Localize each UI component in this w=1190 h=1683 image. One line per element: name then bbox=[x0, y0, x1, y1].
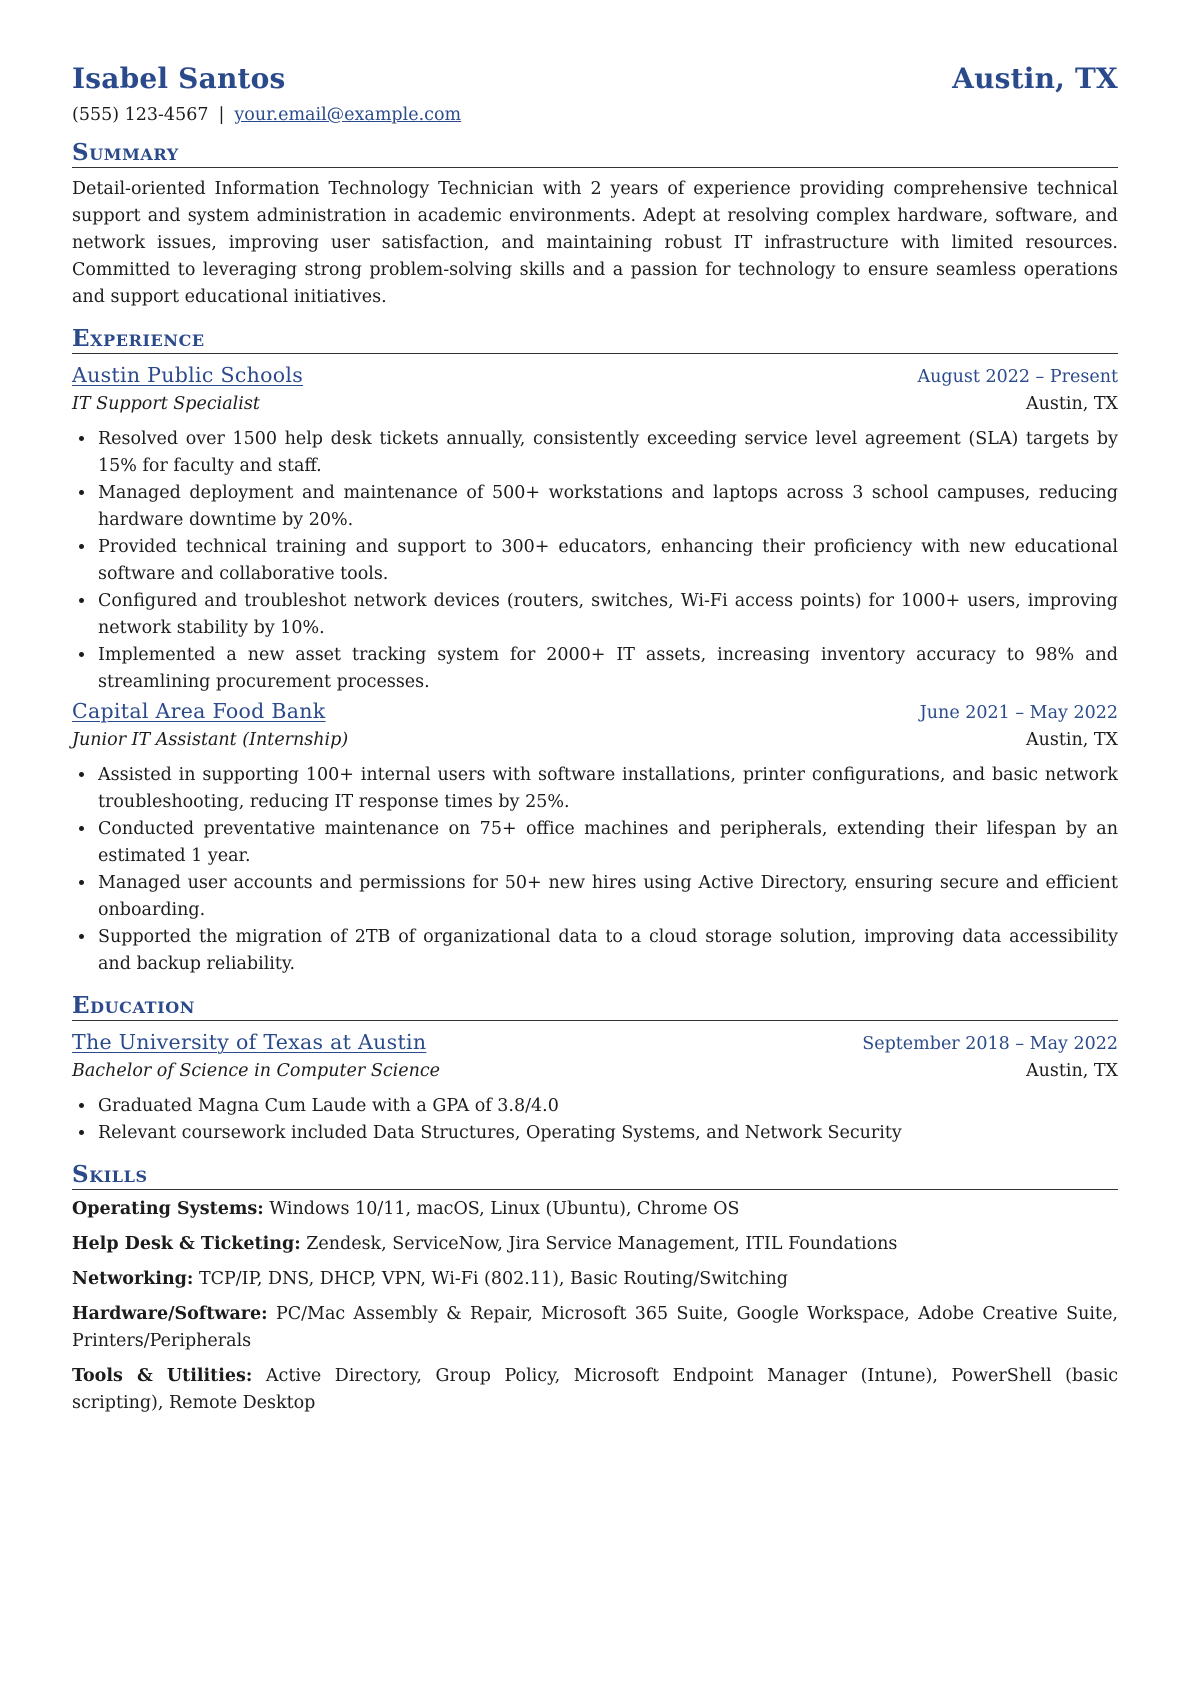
list-item: • Implemented a new asset tracking system for 2000+ IT assets, increasing inventory accuracy to 98% and streamlining procurement processes. bbox=[96, 642, 1118, 696]
skill-label: Operating Systems: bbox=[72, 1199, 264, 1219]
job-title: IT Support Specialist bbox=[72, 394, 260, 414]
skills-section bbox=[72, 1161, 1118, 1417]
email-link[interactable]: your.email@example.com bbox=[234, 105, 462, 125]
employer-link[interactable]: Austin Public Schools bbox=[72, 363, 304, 387]
list-item: • Managed user accounts and permissions for 50+ new hires using Active Directory, ensuring secure and efficient onboarding. bbox=[96, 870, 1118, 924]
header bbox=[72, 62, 1118, 95]
summary-text: Detail-oriented Information Technology Technician with 2 years of experience providing comprehensive technical support and system administration in academic environments. Adept at resolving complex hardware, software, and network issues, improving user satisfaction, and maintaining robust IT infrastructure with limited resources. Committed to leveraging strong problem-solving skills and a passion for technology to ensure seamless operations and support educational initiatives. bbox=[72, 179, 1118, 307]
education-section bbox=[72, 992, 1118, 1147]
employer-link[interactable]: Capital Area Food Bank bbox=[72, 699, 326, 723]
summary-section bbox=[72, 139, 1118, 311]
skill-label: Networking: bbox=[72, 1269, 194, 1289]
skill-row bbox=[72, 1196, 1118, 1223]
job-title: Junior IT Assistant (Internship) bbox=[72, 730, 349, 750]
entry-location: Austin, TX bbox=[1025, 394, 1118, 414]
experience-entry bbox=[72, 698, 1118, 978]
skill-row bbox=[72, 1231, 1118, 1258]
degree-title: Bachelor of Science in Computer Science bbox=[72, 1061, 441, 1081]
section-title-summary: Summary bbox=[72, 139, 1118, 168]
contact-line bbox=[72, 105, 1118, 125]
list-item: • Assisted in supporting 100+ internal users with software installations, printer configurations, and basic network troubleshooting, reducing IT response times by 25%. bbox=[96, 762, 1118, 816]
list-item: • Graduated Magna Cum Laude with a GPA of 3.8/4.0 bbox=[96, 1093, 1118, 1120]
bullet-list bbox=[72, 762, 1118, 978]
skill-value: Active Directory, Group Policy, Microsoft Endpoint Manager (Intune), PowerShell (basic scripting), Remote Desktop bbox=[72, 1366, 1118, 1413]
skill-value: Zendesk, ServiceNow, Jira Service Management, ITIL Foundations bbox=[306, 1234, 898, 1254]
list-item: • Provided technical training and support to 300+ educators, enhancing their proficiency with new educational software and collaborative tools. bbox=[96, 534, 1118, 588]
entry-location: Austin, TX bbox=[1025, 730, 1118, 750]
skill-label: Help Desk & Ticketing: bbox=[72, 1234, 301, 1254]
section-title-education: Education bbox=[72, 992, 1118, 1021]
experience-entry bbox=[72, 362, 1118, 696]
phone-number: (555) 123-4567 bbox=[72, 105, 209, 125]
skill-label: Tools & Utilities: bbox=[72, 1366, 253, 1386]
skill-value: TCP/IP, DNS, DHCP, VPN, Wi-Fi (802.11), Basic Routing/Switching bbox=[198, 1269, 789, 1289]
list-item: • Resolved over 1500 help desk tickets annually, consistently exceeding service level agreement (SLA) targets by 15% for faculty and staff. bbox=[96, 426, 1118, 480]
skill-value: PC/Mac Assembly & Repair, Microsoft 365 Suite, Google Workspace, Adobe Creative Suite, Printers/Peripherals bbox=[72, 1304, 1118, 1351]
list-item: • Supported the migration of 2TB of organizational data to a cloud storage solution, improving data accessibility and backup reliability. bbox=[96, 924, 1118, 978]
list-item: • Relevant coursework included Data Structures, Operating Systems, and Network Security bbox=[96, 1120, 1118, 1147]
skill-value: Windows 10/11, macOS, Linux (Ubuntu), Chrome OS bbox=[269, 1199, 740, 1219]
bullet-list bbox=[72, 426, 1118, 696]
skills-list bbox=[72, 1196, 1118, 1417]
list-item: • Configured and troubleshot network devices (routers, switches, Wi-Fi access points) for 1000+ users, improving network stability by 10%. bbox=[96, 588, 1118, 642]
entry-date: September 2018 – May 2022 bbox=[862, 1034, 1118, 1054]
list-item: • Conducted preventative maintenance on 75+ office machines and peripherals, extending their lifespan by an estimated 1 year. bbox=[96, 816, 1118, 870]
school-link[interactable]: The University of Texas at Austin bbox=[72, 1030, 427, 1054]
header-location: Austin, TX bbox=[952, 62, 1118, 95]
entry-date: August 2022 – Present bbox=[917, 367, 1118, 387]
bullet-list bbox=[72, 1093, 1118, 1147]
candidate-name: Isabel Santos bbox=[72, 62, 286, 95]
section-title-skills: Skills bbox=[72, 1161, 1118, 1190]
skill-row bbox=[72, 1363, 1118, 1417]
skill-row bbox=[72, 1301, 1118, 1355]
skill-row bbox=[72, 1266, 1118, 1293]
contact-separator: | bbox=[218, 105, 225, 125]
list-item: • Managed deployment and maintenance of 500+ workstations and laptops across 3 school campuses, reducing hardware downtime by 20%. bbox=[96, 480, 1118, 534]
skill-label: Hardware/Software: bbox=[72, 1304, 268, 1324]
section-title-experience: Experience bbox=[72, 325, 1118, 354]
experience-section bbox=[72, 325, 1118, 978]
entry-location: Austin, TX bbox=[1025, 1061, 1118, 1081]
entry-date: June 2021 – May 2022 bbox=[919, 703, 1118, 723]
education-entry bbox=[72, 1029, 1118, 1147]
